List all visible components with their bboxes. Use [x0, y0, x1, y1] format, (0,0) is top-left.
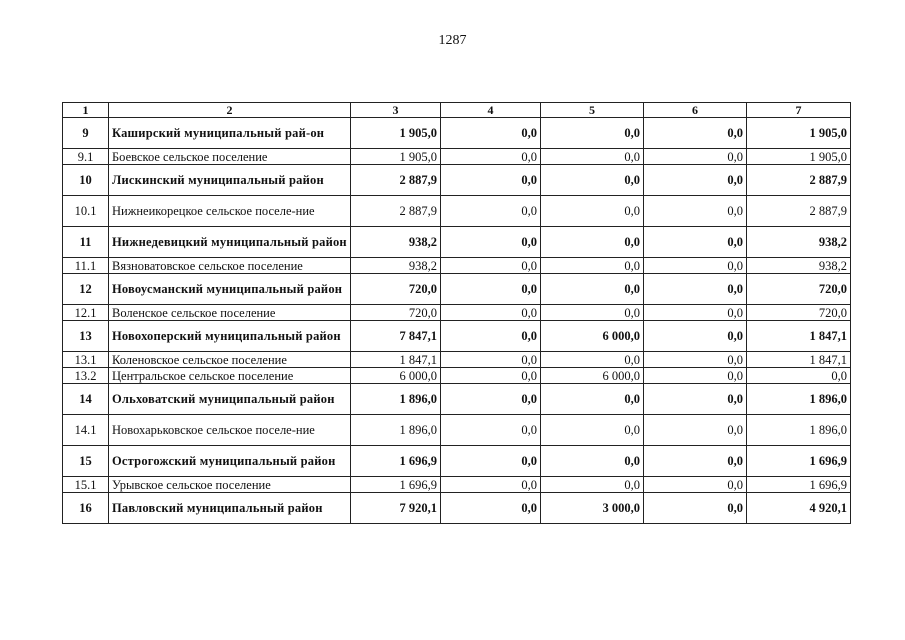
column-7-cell: 2 887,9 — [747, 165, 851, 196]
district-name-cell: Центральское сельское поселение — [109, 368, 351, 384]
column-5-cell: 0,0 — [541, 118, 644, 149]
district-name-cell: Новохоперский муниципальный район — [109, 321, 351, 352]
column-7-cell: 938,2 — [747, 227, 851, 258]
column-4-cell: 0,0 — [441, 477, 541, 493]
district-name-cell: Новоусманский муниципальный район — [109, 274, 351, 305]
column-7-cell: 1 905,0 — [747, 118, 851, 149]
column-5-cell: 0,0 — [541, 149, 644, 165]
column-6-cell: 0,0 — [644, 415, 747, 446]
column-5-cell: 0,0 — [541, 274, 644, 305]
row-number-cell: 14 — [63, 384, 109, 415]
district-name-cell: Вязноватовское сельское поселение — [109, 258, 351, 274]
column-5-cell: 0,0 — [541, 305, 644, 321]
district-name-cell: Новохарьковское сельское поселе-ние — [109, 415, 351, 446]
total-amount-cell: 1 696,9 — [351, 446, 441, 477]
column-5-cell: 0,0 — [541, 227, 644, 258]
column-5-cell: 0,0 — [541, 196, 644, 227]
column-6-cell: 0,0 — [644, 321, 747, 352]
column-6-cell: 0,0 — [644, 227, 747, 258]
column-4-cell: 0,0 — [441, 258, 541, 274]
row-number-cell: 15 — [63, 446, 109, 477]
total-amount-cell: 1 905,0 — [351, 149, 441, 165]
table-row — [63, 118, 851, 149]
district-name-cell: Нижнеикорецкое сельское поселе-ние — [109, 196, 351, 227]
header-cell: 2 — [109, 103, 351, 118]
column-6-cell: 0,0 — [644, 149, 747, 165]
page-number: 1287 — [438, 33, 467, 48]
row-number-cell: 13.2 — [63, 368, 109, 384]
row-number-cell: 13.1 — [63, 352, 109, 368]
column-5-cell: 0,0 — [541, 258, 644, 274]
column-6-cell: 0,0 — [644, 258, 747, 274]
column-4-cell: 0,0 — [441, 415, 541, 446]
column-4-cell: 0,0 — [441, 227, 541, 258]
column-5-cell: 0,0 — [541, 165, 644, 196]
column-4-cell: 0,0 — [441, 165, 541, 196]
table-row — [63, 274, 851, 305]
header-row — [63, 103, 851, 118]
table-row — [63, 321, 851, 352]
total-amount-cell: 7 847,1 — [351, 321, 441, 352]
total-amount-cell: 1 847,1 — [351, 352, 441, 368]
row-number-cell: 10 — [63, 165, 109, 196]
district-name-cell: Лискинский муниципальный район — [109, 165, 351, 196]
total-amount-cell: 1 696,9 — [351, 477, 441, 493]
column-4-cell: 0,0 — [441, 149, 541, 165]
column-7-cell: 1 847,1 — [747, 352, 851, 368]
total-amount-cell: 7 920,1 — [351, 493, 441, 524]
total-amount-cell: 938,2 — [351, 227, 441, 258]
table-row — [63, 227, 851, 258]
column-4-cell: 0,0 — [441, 305, 541, 321]
district-name-cell: Воленское сельское поселение — [109, 305, 351, 321]
table-row — [63, 368, 851, 384]
column-7-cell: 938,2 — [747, 258, 851, 274]
column-5-cell: 6 000,0 — [541, 321, 644, 352]
row-number-cell: 14.1 — [63, 415, 109, 446]
column-4-cell: 0,0 — [441, 321, 541, 352]
total-amount-cell: 1 896,0 — [351, 384, 441, 415]
column-4-cell: 0,0 — [441, 118, 541, 149]
column-7-cell: 4 920,1 — [747, 493, 851, 524]
column-7-cell: 1 896,0 — [747, 384, 851, 415]
column-7-cell: 720,0 — [747, 274, 851, 305]
column-5-cell: 0,0 — [541, 446, 644, 477]
column-6-cell: 0,0 — [644, 384, 747, 415]
table-row — [63, 446, 851, 477]
column-6-cell: 0,0 — [644, 305, 747, 321]
total-amount-cell: 2 887,9 — [351, 196, 441, 227]
column-6-cell: 0,0 — [644, 165, 747, 196]
column-6-cell: 0,0 — [644, 118, 747, 149]
column-5-cell: 0,0 — [541, 477, 644, 493]
table-row — [63, 477, 851, 493]
district-name-cell: Коленовское сельское поселение — [109, 352, 351, 368]
budget-table — [62, 102, 851, 524]
column-4-cell: 0,0 — [441, 352, 541, 368]
row-number-cell: 16 — [63, 493, 109, 524]
row-number-cell: 11.1 — [63, 258, 109, 274]
column-5-cell: 0,0 — [541, 384, 644, 415]
header-cell: 7 — [747, 103, 851, 118]
district-name-cell: Павловский муниципальный район — [109, 493, 351, 524]
column-5-cell: 3 000,0 — [541, 493, 644, 524]
column-5-cell: 0,0 — [541, 352, 644, 368]
total-amount-cell: 720,0 — [351, 274, 441, 305]
total-amount-cell: 938,2 — [351, 258, 441, 274]
table-row — [63, 305, 851, 321]
column-6-cell: 0,0 — [644, 446, 747, 477]
column-6-cell: 0,0 — [644, 368, 747, 384]
column-6-cell: 0,0 — [644, 196, 747, 227]
table-row — [63, 258, 851, 274]
column-6-cell: 0,0 — [644, 477, 747, 493]
row-number-cell: 13 — [63, 321, 109, 352]
column-4-cell: 0,0 — [441, 274, 541, 305]
row-number-cell: 9.1 — [63, 149, 109, 165]
table-row — [63, 352, 851, 368]
column-5-cell: 6 000,0 — [541, 368, 644, 384]
header-cell: 1 — [63, 103, 109, 118]
district-name-cell: Каширский муниципальный рай-он — [109, 118, 351, 149]
table-row — [63, 493, 851, 524]
table-row — [63, 165, 851, 196]
header-cell: 4 — [441, 103, 541, 118]
column-6-cell: 0,0 — [644, 352, 747, 368]
table-body — [63, 103, 851, 524]
district-name-cell: Урывское сельское поселение — [109, 477, 351, 493]
column-7-cell: 1 896,0 — [747, 415, 851, 446]
column-7-cell: 0,0 — [747, 368, 851, 384]
row-number-cell: 12.1 — [63, 305, 109, 321]
column-7-cell: 1 696,9 — [747, 477, 851, 493]
table-row — [63, 415, 851, 446]
header-cell: 6 — [644, 103, 747, 118]
row-number-cell: 11 — [63, 227, 109, 258]
column-4-cell: 0,0 — [441, 368, 541, 384]
column-4-cell: 0,0 — [441, 446, 541, 477]
table-row — [63, 149, 851, 165]
column-4-cell: 0,0 — [441, 493, 541, 524]
column-5-cell: 0,0 — [541, 415, 644, 446]
header-cell: 5 — [541, 103, 644, 118]
district-name-cell: Боевское сельское поселение — [109, 149, 351, 165]
total-amount-cell: 720,0 — [351, 305, 441, 321]
column-7-cell: 1 696,9 — [747, 446, 851, 477]
row-number-cell: 10.1 — [63, 196, 109, 227]
district-name-cell: Нижнедевицкий муниципальный район — [109, 227, 351, 258]
total-amount-cell: 6 000,0 — [351, 368, 441, 384]
column-4-cell: 0,0 — [441, 196, 541, 227]
column-7-cell: 1 847,1 — [747, 321, 851, 352]
column-7-cell: 1 905,0 — [747, 149, 851, 165]
total-amount-cell: 1 896,0 — [351, 415, 441, 446]
total-amount-cell: 2 887,9 — [351, 165, 441, 196]
column-7-cell: 2 887,9 — [747, 196, 851, 227]
row-number-cell: 12 — [63, 274, 109, 305]
column-6-cell: 0,0 — [644, 274, 747, 305]
district-name-cell: Острогожский муниципальный район — [109, 446, 351, 477]
row-number-cell: 9 — [63, 118, 109, 149]
table-row — [63, 384, 851, 415]
row-number-cell: 15.1 — [63, 477, 109, 493]
district-name-cell: Ольховатский муниципальный район — [109, 384, 351, 415]
column-7-cell: 720,0 — [747, 305, 851, 321]
table-row — [63, 196, 851, 227]
total-amount-cell: 1 905,0 — [351, 118, 441, 149]
column-4-cell: 0,0 — [441, 384, 541, 415]
column-6-cell: 0,0 — [644, 493, 747, 524]
header-cell: 3 — [351, 103, 441, 118]
